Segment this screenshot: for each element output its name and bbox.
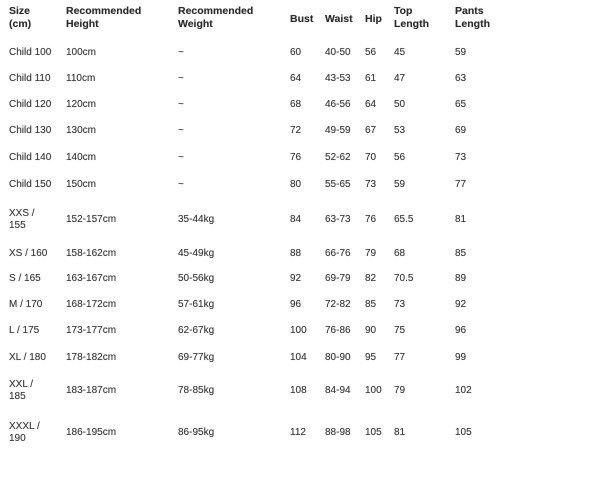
cell-height: 100cm (66, 47, 97, 58)
cell-hip: 85 (365, 299, 377, 310)
cell-hip: 67 (365, 125, 377, 136)
cell-height: 140cm (66, 152, 97, 163)
cell-weight: 62-67kg (178, 325, 215, 336)
cell-size: XXL / 185 (9, 379, 34, 402)
cell-weight: ~ (178, 47, 184, 58)
cell-height: 152-157cm (66, 214, 117, 225)
cell-height: 168-172cm (66, 299, 117, 310)
cell-pants: 99 (455, 352, 467, 363)
cell-bust: 72 (290, 125, 302, 136)
cell-top: 73 (394, 299, 406, 310)
cell-pants: 73 (455, 152, 467, 163)
cell-size: Child 110 (9, 73, 51, 84)
cell-size: Child 140 (9, 152, 52, 163)
cell-waist: 80-90 (325, 352, 351, 363)
cell-height: 120cm (66, 99, 97, 110)
cell-bust: 112 (290, 427, 306, 438)
cell-hip: 100 (365, 385, 382, 396)
cell-bust: 92 (290, 273, 302, 284)
header-size: Size (cm) (9, 5, 32, 30)
cell-hip: 73 (365, 179, 377, 190)
cell-weight: 45-49kg (178, 248, 215, 259)
cell-pants: 59 (455, 47, 467, 58)
cell-size: XS / 160 (9, 248, 48, 259)
cell-top: 81 (394, 427, 406, 438)
cell-hip: 76 (365, 214, 377, 225)
cell-height: 173-177cm (66, 325, 117, 336)
cell-pants: 69 (455, 125, 467, 136)
cell-hip: 56 (365, 47, 377, 58)
cell-size: XL / 180 (9, 352, 46, 363)
cell-weight: 35-44kg (178, 214, 215, 225)
cell-top: 56 (394, 152, 406, 163)
cell-top: 53 (394, 125, 406, 136)
cell-waist: 55-65 (325, 179, 351, 190)
cell-bust: 108 (290, 385, 307, 396)
cell-height: 183-187cm (66, 385, 117, 396)
cell-bust: 100 (290, 325, 307, 336)
cell-height: 110cm (66, 73, 96, 84)
cell-hip: 90 (365, 325, 377, 336)
cell-top: 45 (394, 47, 406, 58)
cell-size: Child 130 (9, 125, 52, 136)
cell-waist: 84-94 (325, 385, 351, 396)
cell-weight: 86-95kg (178, 427, 215, 438)
cell-top: 79 (394, 385, 406, 396)
cell-waist: 76-86 (325, 325, 351, 336)
cell-top: 77 (394, 352, 406, 363)
cell-top: 70.5 (394, 273, 414, 284)
header-waist: Waist (325, 13, 353, 25)
cell-pants: 89 (455, 273, 467, 284)
cell-waist: 40-50 (325, 47, 351, 58)
cell-waist: 88-98 (325, 427, 351, 438)
cell-height: 178-182cm (66, 352, 117, 363)
cell-bust: 88 (290, 248, 302, 259)
cell-bust: 104 (290, 352, 307, 363)
cell-waist: 63-73 (325, 214, 351, 225)
cell-hip: 82 (365, 273, 377, 284)
cell-waist: 66-76 (325, 248, 351, 259)
cell-hip: 61 (365, 73, 377, 84)
cell-weight: 57-61kg (178, 299, 215, 310)
cell-weight: ~ (178, 179, 184, 190)
cell-pants: 81 (455, 214, 467, 225)
cell-hip: 95 (365, 352, 377, 363)
cell-weight: ~ (178, 99, 184, 110)
cell-bust: 76 (290, 152, 302, 163)
cell-waist: 46-56 (325, 99, 351, 110)
cell-height: 186-195cm (66, 427, 117, 438)
cell-waist: 49-59 (325, 125, 351, 136)
cell-top: 65.5 (394, 214, 414, 225)
cell-pants: 105 (455, 427, 472, 438)
cell-weight: ~ (178, 73, 184, 84)
cell-size: Child 120 (9, 99, 52, 110)
cell-top: 50 (394, 99, 406, 110)
cell-top: 68 (394, 248, 406, 259)
cell-hip: 79 (365, 248, 377, 259)
cell-bust: 64 (290, 73, 302, 84)
cell-pants: 85 (455, 248, 467, 259)
cell-height: 130cm (66, 125, 97, 136)
cell-waist: 72-82 (325, 299, 351, 310)
cell-pants: 92 (455, 299, 467, 310)
cell-pants: 77 (455, 179, 467, 190)
cell-bust: 68 (290, 99, 302, 110)
cell-bust: 84 (290, 214, 302, 225)
header-hip: Hip (365, 13, 382, 25)
cell-bust: 60 (290, 47, 302, 58)
cell-hip: 105 (365, 427, 382, 438)
cell-hip: 64 (365, 99, 377, 110)
header-pants-length: Pants Length (455, 5, 490, 30)
header-height: Recommended Height (66, 5, 142, 30)
cell-bust: 80 (290, 179, 302, 190)
cell-weight: ~ (178, 125, 184, 136)
cell-bust: 96 (290, 299, 302, 310)
cell-weight: 69-77kg (178, 352, 215, 363)
header-top-length: Top Length (394, 5, 429, 30)
cell-height: 158-162cm (66, 248, 117, 259)
cell-top: 75 (394, 325, 406, 336)
cell-pants: 96 (455, 325, 467, 336)
cell-height: 150cm (66, 179, 97, 190)
cell-waist: 43-53 (325, 73, 351, 84)
cell-size: XXXL / 190 (9, 421, 40, 444)
cell-waist: 69-79 (325, 273, 351, 284)
cell-size: XXS / 155 (9, 208, 35, 231)
cell-height: 163-167cm (66, 273, 117, 284)
cell-hip: 70 (365, 152, 377, 163)
header-bust: Bust (290, 13, 314, 25)
cell-waist: 52-62 (325, 152, 351, 163)
cell-size: S / 165 (9, 273, 41, 284)
cell-pants: 102 (455, 385, 472, 396)
cell-top: 59 (394, 179, 406, 190)
cell-top: 47 (394, 73, 406, 84)
cell-weight: ~ (178, 152, 184, 163)
header-weight: Recommended Weight (178, 5, 254, 30)
cell-size: Child 100 (9, 47, 52, 58)
cell-size: L / 175 (9, 325, 40, 336)
cell-pants: 65 (455, 99, 467, 110)
cell-weight: 50-56kg (178, 273, 215, 284)
cell-weight: 78-85kg (178, 385, 215, 396)
cell-size: M / 170 (9, 299, 43, 310)
cell-pants: 63 (455, 73, 467, 84)
cell-size: Child 150 (9, 179, 52, 190)
